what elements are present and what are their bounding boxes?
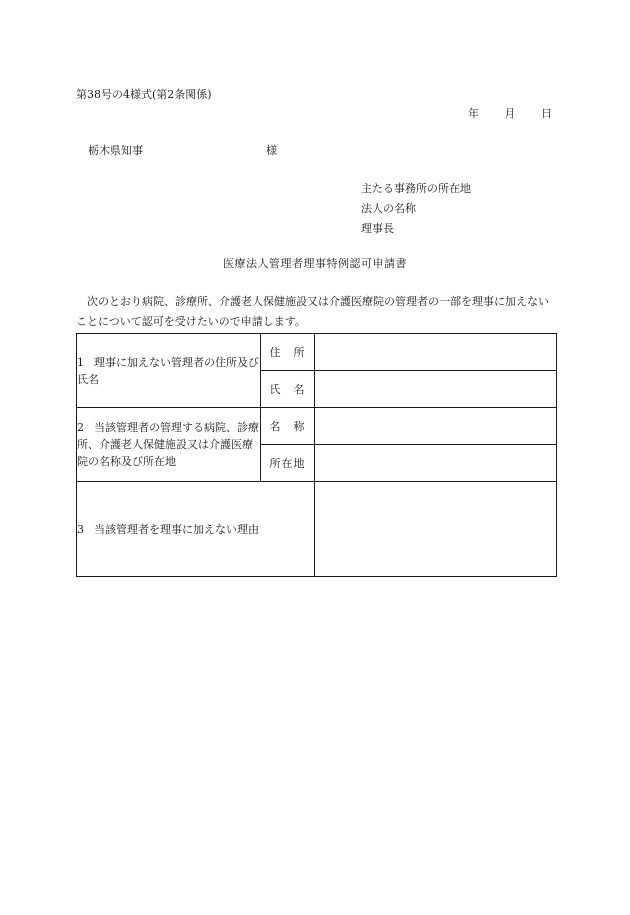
item-2-label-cell xyxy=(77,408,261,482)
item-1-label-cell xyxy=(77,334,261,408)
table-row xyxy=(77,334,557,371)
facility-name-subheader: 名 称 xyxy=(261,408,315,445)
document-body: 次のとおり病院、診療所、介護老人保健施設又は介護医療院の管理者の一部を理事に加えないことについて認可を受けたいので申請します。 xyxy=(76,295,549,328)
document-title: 医療法人管理者理事特例認可申請書 xyxy=(223,257,407,270)
item-1-number: 1 xyxy=(77,355,84,369)
item-2-number: 2 xyxy=(77,421,84,434)
application-table xyxy=(76,333,557,577)
item-3-label-cell xyxy=(77,482,315,577)
addressee-title: 栃木県知事 xyxy=(88,144,143,157)
name-subheader: 氏 名 xyxy=(261,371,315,408)
table-row xyxy=(77,482,557,577)
manager-name-field[interactable] xyxy=(315,371,557,408)
reason-field[interactable] xyxy=(315,482,557,577)
date-day-label: 日 xyxy=(541,107,552,120)
facility-location-field[interactable] xyxy=(315,445,557,482)
facility-location-subheader: 所在地 xyxy=(261,445,315,482)
director-label: 理事長 xyxy=(361,222,394,235)
form-number: 第38号の4様式(第2条関係) xyxy=(76,88,212,101)
table-row xyxy=(77,408,557,445)
addressee xyxy=(88,142,277,158)
item-3-number: 3 xyxy=(77,522,84,536)
facility-name-field[interactable] xyxy=(315,408,557,445)
date-line xyxy=(468,105,552,121)
item-2-label: 当該管理者の管理する病院、診療所、介護老人保健施設又は介護医療院の名称及び所在地 xyxy=(77,421,259,468)
manager-address-field[interactable] xyxy=(315,334,557,371)
applicant-block xyxy=(361,179,471,239)
date-month-label: 月 xyxy=(504,107,516,120)
corporation-name-label: 法人の名称 xyxy=(361,202,416,215)
address-subheader: 住 所 xyxy=(261,334,315,371)
office-location-label: 主たる事務所の所在地 xyxy=(361,182,471,195)
date-year-label: 年 xyxy=(468,107,479,120)
addressee-honorific: 様 xyxy=(266,144,277,157)
item-3-label: 当該管理者を理事に加えない理由 xyxy=(94,522,259,536)
item-1-label: 理事に加えない管理者の住所及び氏名 xyxy=(77,355,259,386)
